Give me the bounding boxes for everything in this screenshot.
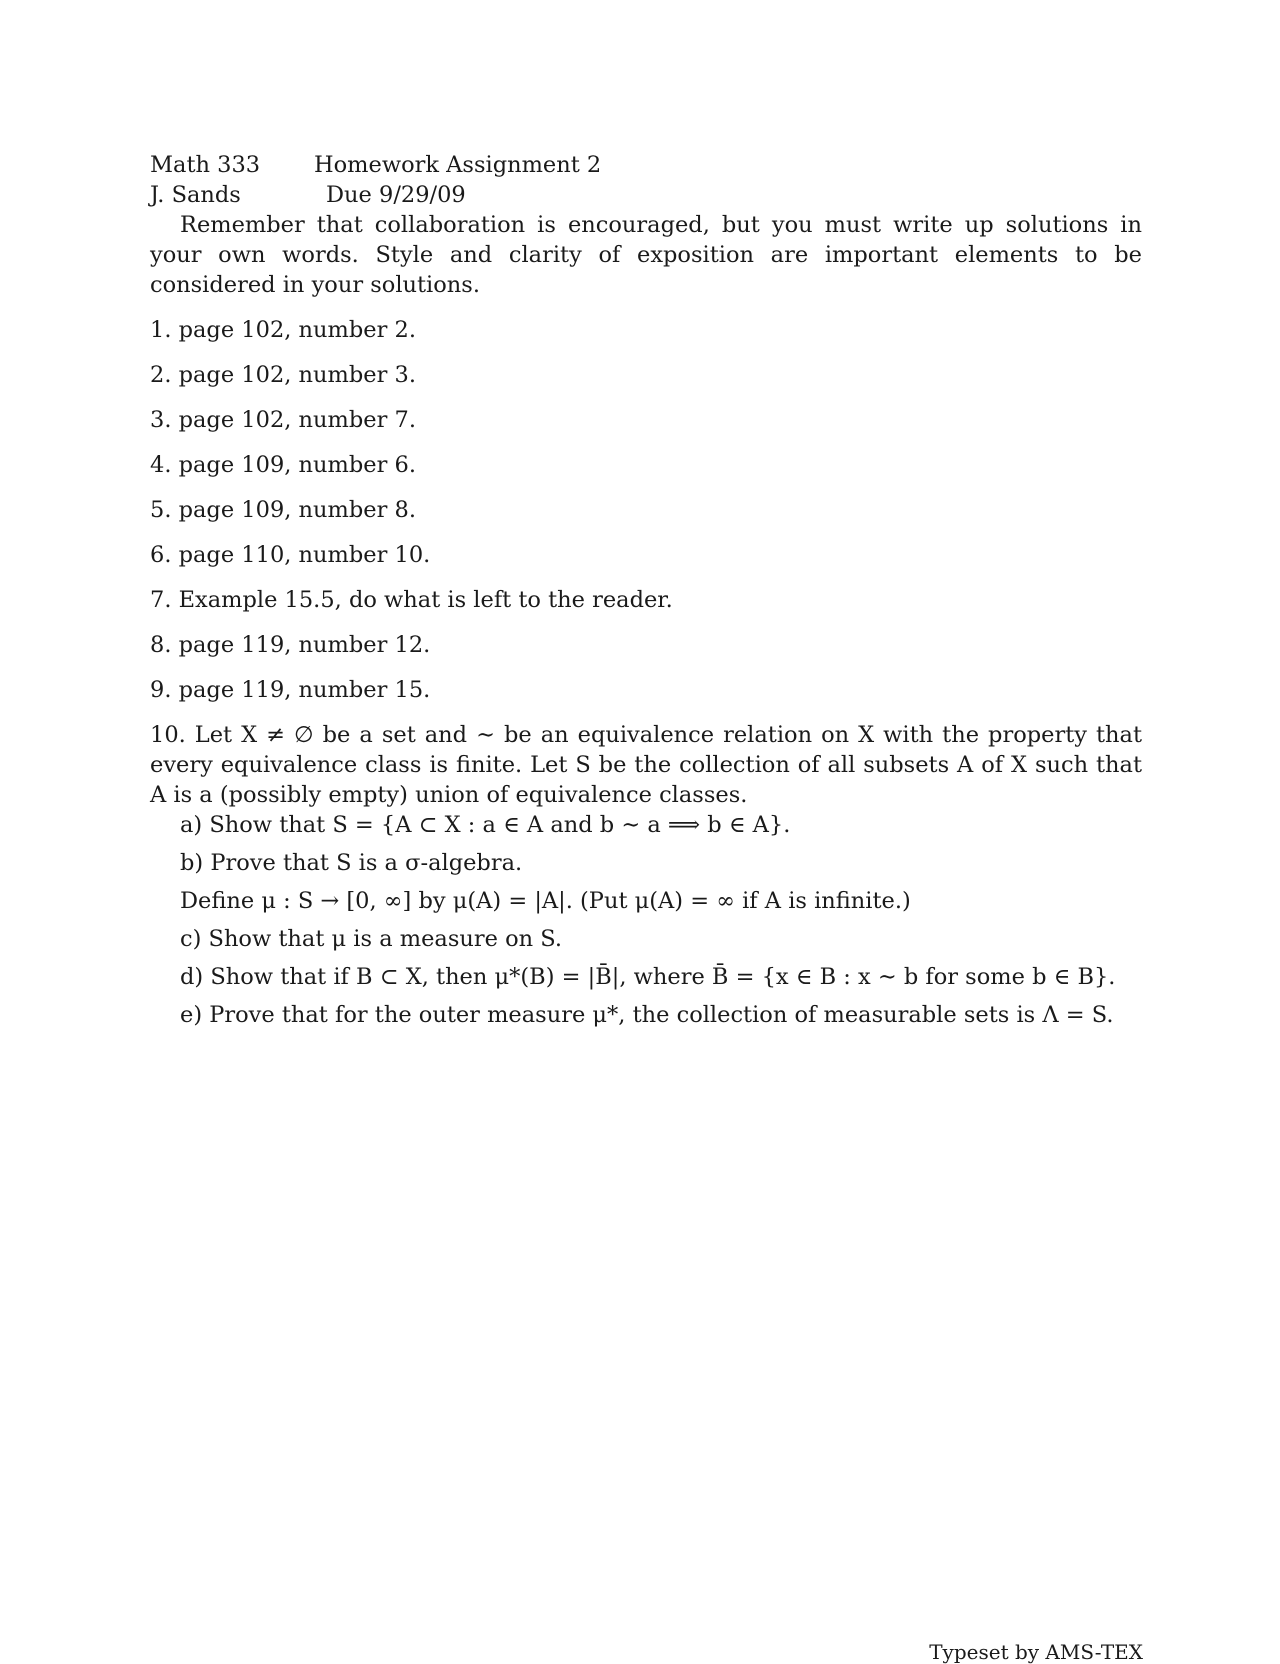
homework-page — [150, 150, 1142, 1030]
problem-item: 8. page 119, number 12. — [150, 632, 431, 658]
problem-10-part-b: b) Prove that S is a σ-algebra. — [180, 850, 523, 876]
problem-item: 3. page 102, number 7. — [150, 407, 416, 433]
problem-item: 9. page 119, number 15. — [150, 677, 431, 703]
problem-item: 2. page 102, number 3. — [150, 362, 416, 388]
problem-item: 7. Example 15.5, do what is left to the reader. — [150, 587, 673, 613]
instructor-name: J. Sands — [150, 182, 241, 208]
problem-item: 1. page 102, number 2. — [150, 317, 416, 343]
problem-10-intro: 10. Let X ≠ ∅ be a set and ∼ be an equivalence relation on X with the property that every equivalence class is finite. Let S be the collection of all subsets A of X such that A is a (possibly empty) union of equivalence classes. — [150, 722, 1142, 808]
course-name: Math 333 — [150, 152, 261, 178]
header-row-2 — [150, 180, 1142, 210]
problem-item: 4. page 109, number 6. — [150, 452, 416, 478]
typeset-footer: Typeset by AMS-TEX — [929, 1640, 1143, 1664]
assignment-title: Homework Assignment 2 — [314, 152, 602, 178]
intro-paragraph: Remember that collaboration is encouraged, but you must write up solutions in your own words. Style and clarity of exposition are important elements to be considered in your solutions. — [150, 212, 1142, 298]
problem-item: 6. page 110, number 10. — [150, 542, 431, 568]
problem-10-part-c: c) Show that μ is a measure on S. — [180, 926, 563, 952]
problem-item: 5. page 109, number 8. — [150, 497, 416, 523]
problem-10-part-a: a) Show that S = {A ⊂ X : a ∈ A and b ∼ a ⟹ b ∈ A}. — [180, 812, 791, 838]
problem-10-part-e: e) Prove that for the outer measure μ*, the collection of measurable sets is Λ = S. — [180, 1002, 1114, 1028]
due-date: Due 9/29/09 — [326, 182, 466, 208]
problem-10-part-d: d) Show that if B ⊂ X, then μ*(B) = |B̄|, where B̄ = {x ∈ B : x ∼ b for some b ∈ B}. — [180, 964, 1116, 990]
header-row-1 — [150, 150, 1142, 180]
problem-10-define-mu: Define μ : S → [0, ∞] by μ(A) = |A|. (Put μ(A) = ∞ if A is infinite.) — [180, 888, 911, 914]
problem-list — [150, 315, 1142, 1030]
